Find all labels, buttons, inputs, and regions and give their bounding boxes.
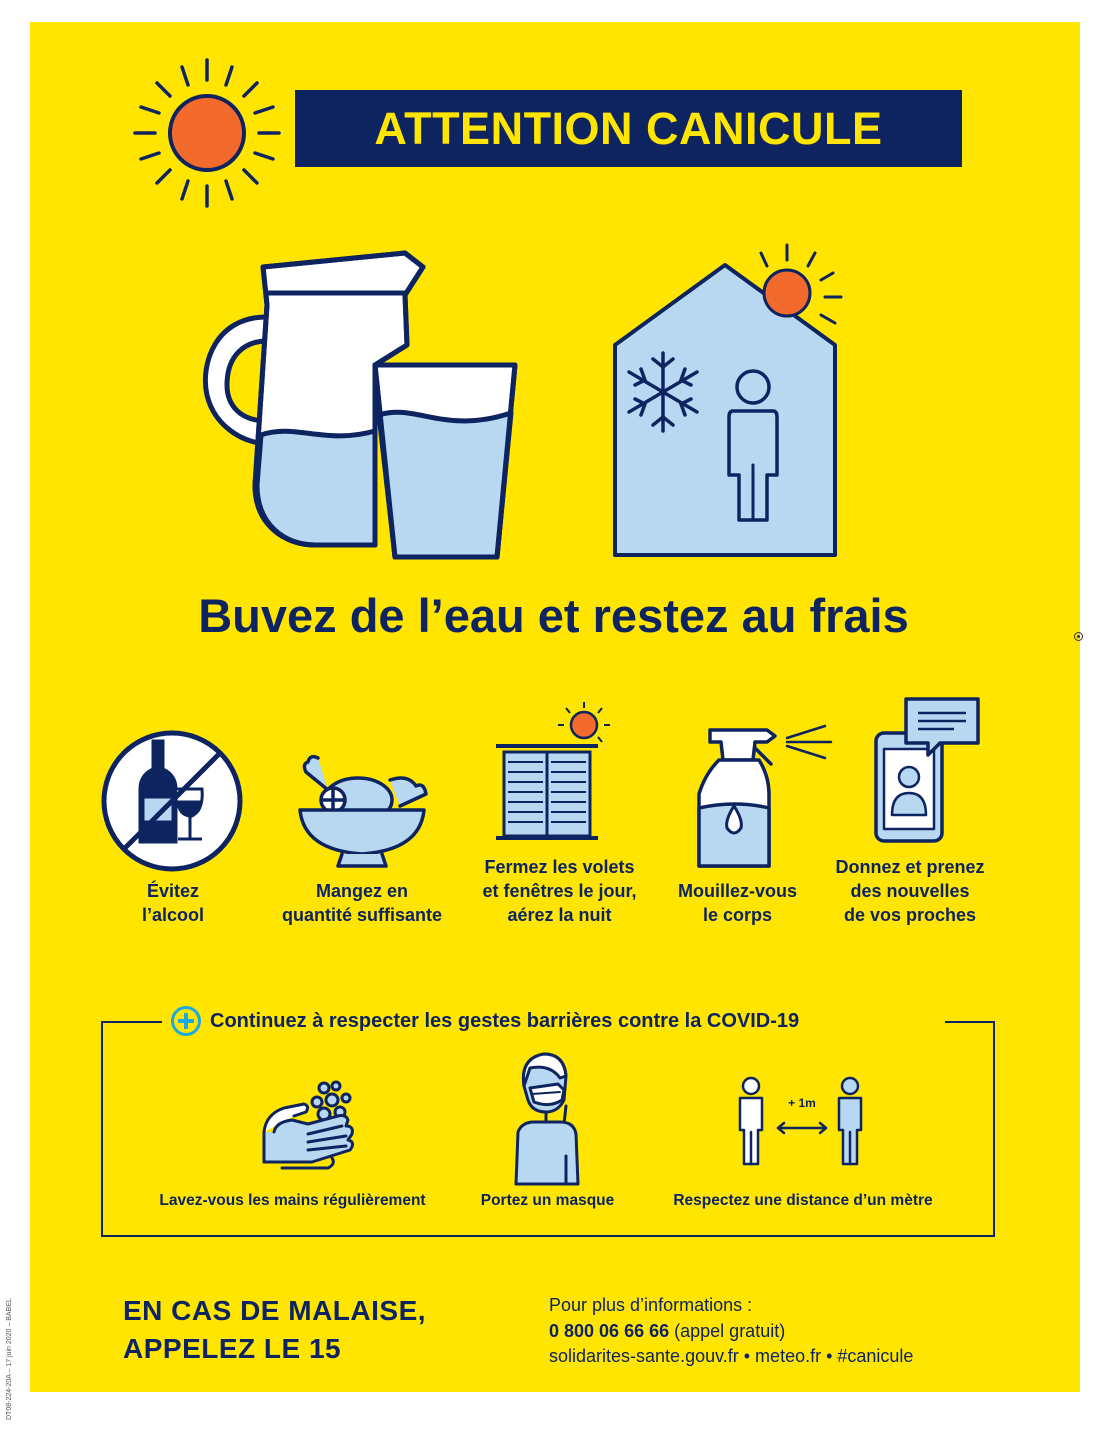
advice-label-food: Mangez en quantité suffisante	[281, 881, 442, 925]
covid-box-top-left	[101, 1021, 163, 1023]
hand-washing-icon	[262, 1080, 357, 1172]
distance-label: + 1m	[788, 1096, 816, 1110]
no-alcohol-icon	[98, 727, 246, 875]
info-block	[549, 1293, 913, 1370]
info-links[interactable]: solidarites-sante.gouv.fr • meteo.fr • #canicule	[549, 1346, 914, 1366]
barrier-label-mask: Portez un masque	[480, 1192, 615, 1209]
barrier-label-distance: Respectez une distance d’un mètre	[673, 1192, 933, 1209]
page-title: ATTENTION CANICULE	[374, 102, 883, 154]
covid-heading	[162, 1003, 807, 1039]
advice-label-spray: Mouillez-vous le corps	[677, 881, 797, 925]
water-jug-glass-icon	[195, 245, 525, 570]
print-code: DT08-224-20A – 17 juin 2020 – BABEL	[6, 1298, 13, 1420]
cool-house-icon	[605, 235, 865, 560]
phone-message-icon	[870, 697, 985, 847]
sun-icon	[130, 55, 285, 210]
phone-number[interactable]: 0 800 06 66 66	[549, 1320, 670, 1341]
registration-mark	[1074, 632, 1083, 641]
barrier-label-hands: Lavez-vous les mains régulièrement	[159, 1192, 426, 1209]
phone-line	[549, 1319, 913, 1345]
plus-circle-icon	[170, 1005, 202, 1037]
title-banner	[295, 90, 962, 167]
advice-label-news: Donnez et prenez des nouvelles de vos proches	[835, 857, 985, 925]
phone-note: (appel gratuit)	[674, 1320, 786, 1341]
distance-icon	[736, 1076, 866, 1168]
shutters-icon	[494, 700, 619, 840]
advice-label-alcohol: Évitez l’alcool	[141, 881, 204, 925]
covid-heading-text: Continuez à respecter les gestes barrières contre la COVID-19	[210, 1009, 800, 1032]
main-headline: Buvez de l’eau et restez au frais	[198, 589, 909, 642]
spray-bottle-icon	[695, 718, 840, 870]
covid-box-top-right	[945, 1021, 995, 1023]
advice-label-shutters: Fermez les volets et fenêtres le jour, aérez la nuit	[482, 857, 637, 925]
emergency-line-2: APPELEZ LE 15	[123, 1333, 342, 1364]
food-bowl-icon	[288, 750, 436, 870]
mask-person-icon	[510, 1050, 585, 1186]
emergency-line-1: EN CAS DE MALAISE,	[123, 1295, 427, 1326]
emergency-callout	[123, 1292, 426, 1368]
info-intro: Pour plus d’informations :	[549, 1295, 753, 1315]
